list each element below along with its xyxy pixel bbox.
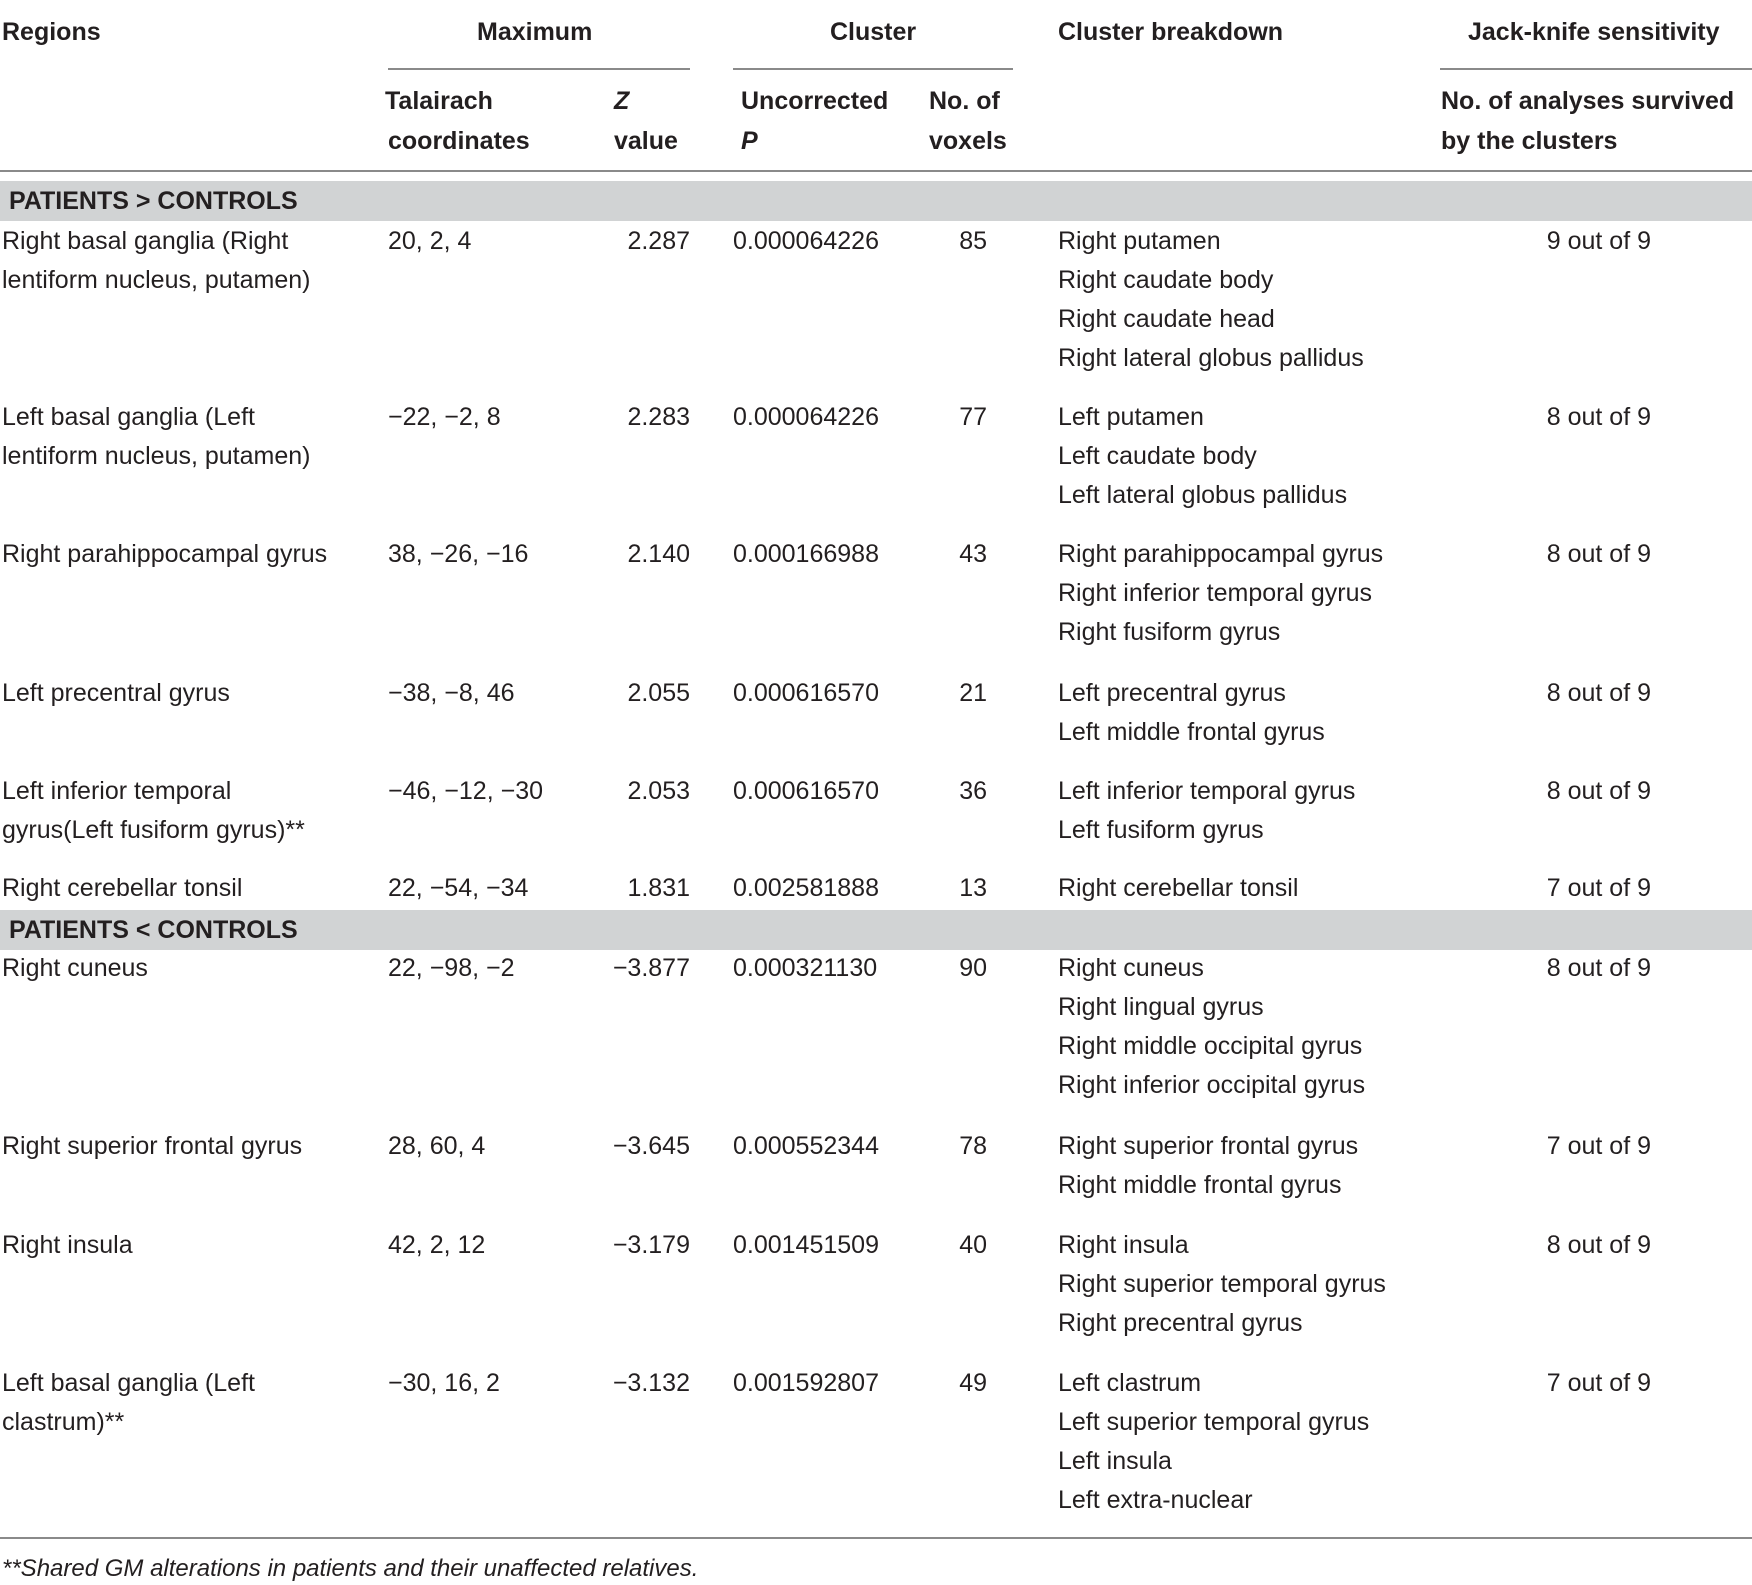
jackknife-cell: 8 out of 9 <box>1546 679 1651 707</box>
z-value-cell: 2.055 <box>627 679 690 707</box>
breakdown-item: Right lateral globus pallidus <box>1058 344 1364 372</box>
breakdown-cell <box>1058 1364 1369 1520</box>
voxels-cell: 90 <box>959 954 987 982</box>
breakdown-item: Left clastrum <box>1058 1369 1202 1397</box>
region-line: Left basal ganglia (Left <box>2 1369 255 1397</box>
voxels-cell: 43 <box>959 540 987 568</box>
voxels-cell: 77 <box>959 403 987 431</box>
header-jackknife: Jack-knife sensitivity <box>1468 18 1720 46</box>
jackknife-cell: 9 out of 9 <box>1546 227 1651 255</box>
region-line: Right basal ganglia (Right <box>2 227 289 255</box>
header-voxels-2: voxels <box>929 127 1007 155</box>
breakdown-item: Left caudate body <box>1058 442 1257 470</box>
region-cell <box>2 772 305 850</box>
region-cell <box>2 949 148 988</box>
p-value-cell: 0.000616570 <box>733 679 879 707</box>
jackknife-cell: 8 out of 9 <box>1546 403 1651 431</box>
header-cluster: Cluster <box>830 18 917 46</box>
jackknife-cell: 8 out of 9 <box>1546 954 1651 982</box>
breakdown-cell <box>1058 949 1365 1105</box>
breakdown-cell <box>1058 222 1364 378</box>
header-maximum: Maximum <box>477 18 593 46</box>
breakdown-item: Right caudate body <box>1058 266 1274 294</box>
region-cell <box>2 535 327 574</box>
jackknife-cell: 8 out of 9 <box>1546 540 1651 568</box>
breakdown-item: Right middle frontal gyrus <box>1058 1171 1342 1199</box>
breakdown-cell <box>1058 1127 1358 1205</box>
header-cluster-breakdown: Cluster breakdown <box>1058 18 1284 46</box>
region-line: Right cuneus <box>2 954 148 982</box>
coords-cell: 20, 2, 4 <box>388 227 472 255</box>
header-bottom-rule <box>0 170 1752 172</box>
region-line: Left basal ganglia (Left <box>2 403 255 431</box>
breakdown-item: Left middle frontal gyrus <box>1058 718 1325 746</box>
p-value-cell: 0.000552344 <box>733 1132 879 1160</box>
breakdown-item: Right lingual gyrus <box>1058 993 1264 1021</box>
coords-cell: −22, −2, 8 <box>388 403 501 431</box>
z-value-cell: 2.287 <box>627 227 690 255</box>
breakdown-item: Left superior temporal gyrus <box>1058 1408 1370 1436</box>
z-value-cell: 1.831 <box>627 874 690 902</box>
region-line: lentiform nucleus, putamen) <box>2 266 311 294</box>
breakdown-item: Right superior temporal gyrus <box>1058 1270 1386 1298</box>
cluster-underline <box>733 68 1013 70</box>
breakdown-cell <box>1058 674 1325 752</box>
header-regions: Regions <box>2 18 101 46</box>
section-header-patients-gt-controls <box>0 181 1752 221</box>
breakdown-cell <box>1058 535 1383 652</box>
coords-cell: −30, 16, 2 <box>388 1369 500 1397</box>
voxels-cell: 49 <box>959 1369 987 1397</box>
region-cell <box>2 1226 133 1265</box>
breakdown-item: Right inferior occipital gyrus <box>1058 1071 1366 1099</box>
voxels-cell: 78 <box>959 1132 987 1160</box>
z-value-cell: 2.053 <box>627 777 690 805</box>
voxels-cell: 85 <box>959 227 987 255</box>
z-value-cell: −3.132 <box>612 1369 690 1397</box>
z-value-cell: −3.179 <box>612 1231 690 1259</box>
z-value-cell: 2.140 <box>627 540 690 568</box>
region-cell <box>2 674 230 713</box>
region-line: Right cerebellar tonsil <box>2 874 243 902</box>
maximum-underline <box>388 68 690 70</box>
section-title: PATIENTS > CONTROLS <box>9 187 298 215</box>
breakdown-cell <box>1058 398 1347 515</box>
header-uncorrected-2: P <box>741 127 758 155</box>
region-cell <box>2 398 310 476</box>
breakdown-item: Right fusiform gyrus <box>1058 618 1281 646</box>
breakdown-item: Left fusiform gyrus <box>1058 816 1264 844</box>
p-value-cell: 0.000166988 <box>733 540 879 568</box>
region-line: lentiform nucleus, putamen) <box>2 442 311 470</box>
coords-cell: 22, −98, −2 <box>388 954 515 982</box>
p-value-cell: 0.001451509 <box>733 1231 879 1259</box>
breakdown-cell <box>1058 772 1355 850</box>
header-analyses-2: by the clusters <box>1441 127 1618 155</box>
coords-cell: 38, −26, −16 <box>388 540 529 568</box>
region-cell <box>2 1364 255 1442</box>
region-line: Right parahippocampal gyrus <box>2 540 328 568</box>
coords-cell: −46, −12, −30 <box>388 777 544 805</box>
p-value-cell: 0.000064226 <box>733 403 879 431</box>
breakdown-item: Right parahippocampal gyrus <box>1058 540 1384 568</box>
breakdown-item: Right caudate head <box>1058 305 1275 333</box>
header-z-1: Z <box>614 87 630 115</box>
breakdown-item: Left putamen <box>1058 403 1204 431</box>
section-header-patients-lt-controls <box>0 910 1752 950</box>
jackknife-underline <box>1440 68 1752 70</box>
breakdown-item: Left precentral gyrus <box>1058 679 1286 707</box>
voxels-cell: 36 <box>959 777 987 805</box>
breakdown-item: Right middle occipital gyrus <box>1058 1032 1363 1060</box>
region-cell <box>2 222 310 300</box>
z-value-cell: −3.645 <box>612 1132 690 1160</box>
voxels-cell: 21 <box>959 679 987 707</box>
voxels-cell: 13 <box>959 874 987 902</box>
region-cell <box>2 869 242 908</box>
breakdown-item: Left extra-nuclear <box>1058 1486 1253 1514</box>
jackknife-cell: 8 out of 9 <box>1546 1231 1651 1259</box>
header-talairach-1: Talairach <box>385 87 493 115</box>
breakdown-cell <box>1058 1226 1386 1343</box>
breakdown-item: Left lateral globus pallidus <box>1058 481 1348 509</box>
breakdown-item: Left inferior temporal gyrus <box>1058 777 1356 805</box>
region-line: Left precentral gyrus <box>2 679 230 707</box>
jackknife-cell: 7 out of 9 <box>1546 874 1651 902</box>
breakdown-item: Right cerebellar tonsil <box>1058 874 1299 902</box>
breakdown-item: Right cuneus <box>1058 954 1204 982</box>
jackknife-cell: 8 out of 9 <box>1546 777 1651 805</box>
p-value-cell: 0.001592807 <box>733 1369 879 1397</box>
region-line: clastrum)** <box>2 1408 125 1436</box>
region-line: Right superior frontal gyrus <box>2 1132 303 1160</box>
header-uncorrected-1: Uncorrected <box>741 87 889 115</box>
region-line: Right insula <box>2 1231 133 1259</box>
jackknife-cell: 7 out of 9 <box>1546 1369 1651 1397</box>
breakdown-item: Left insula <box>1058 1447 1172 1475</box>
p-value-cell: 0.000616570 <box>733 777 879 805</box>
breakdown-item: Right insula <box>1058 1231 1189 1259</box>
coords-cell: 42, 2, 12 <box>388 1231 486 1259</box>
p-value-cell: 0.000321130 <box>733 954 878 982</box>
breakdown-cell <box>1058 869 1298 908</box>
voxels-cell: 40 <box>959 1231 987 1259</box>
coords-cell: 28, 60, 4 <box>388 1132 486 1160</box>
header-voxels-1: No. of <box>929 87 1000 115</box>
coords-cell: −38, −8, 46 <box>388 679 515 707</box>
z-value-cell: −3.877 <box>612 954 690 982</box>
header-talairach-2: coordinates <box>388 127 530 155</box>
p-value-cell: 0.002581888 <box>733 874 879 902</box>
region-line: Left inferior temporal <box>2 777 232 805</box>
region-line: gyrus(Left fusiform gyrus)** <box>2 816 305 844</box>
p-value-cell: 0.000064226 <box>733 227 879 255</box>
table-bottom-rule <box>0 1537 1752 1539</box>
section-title: PATIENTS < CONTROLS <box>9 916 298 944</box>
coords-cell: 22, −54, −34 <box>388 874 529 902</box>
z-value-cell: 2.283 <box>627 403 690 431</box>
jackknife-cell: 7 out of 9 <box>1546 1132 1651 1160</box>
breakdown-item: Right inferior temporal gyrus <box>1058 579 1373 607</box>
header-analyses-1: No. of analyses survived <box>1441 87 1735 115</box>
header-z-2: value <box>614 127 678 155</box>
breakdown-item: Right precentral gyrus <box>1058 1309 1303 1337</box>
breakdown-item: Right putamen <box>1058 227 1221 255</box>
footnote: **Shared GM alterations in patients and their unaffected relatives. <box>2 1555 699 1582</box>
region-cell <box>2 1127 302 1166</box>
breakdown-item: Right superior frontal gyrus <box>1058 1132 1359 1160</box>
